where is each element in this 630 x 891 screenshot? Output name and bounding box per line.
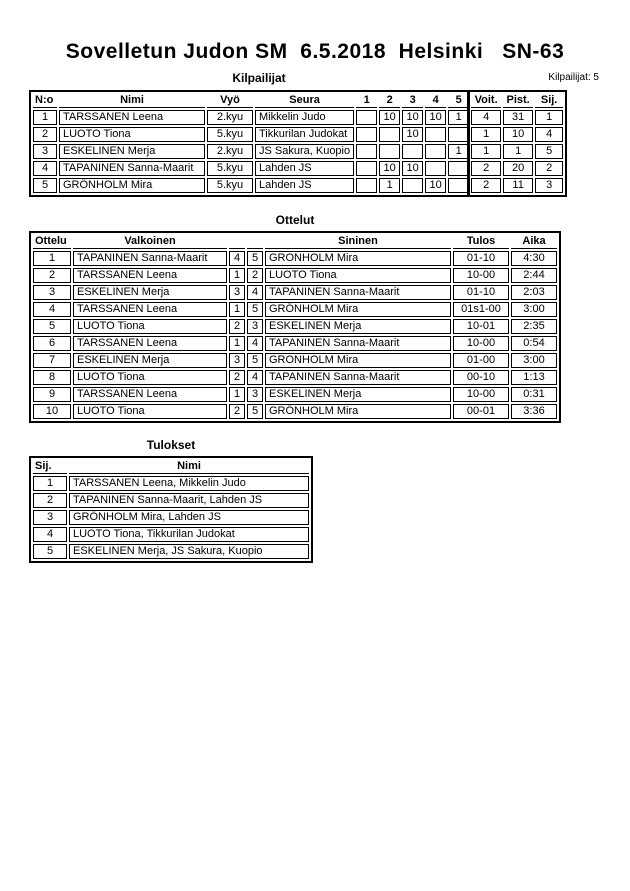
competitor-match5-cell [448,127,469,142]
totals-group-separator-line [467,92,470,195]
competitor-row [33,161,563,176]
header-match-number: Ottelu [33,235,71,249]
result-name-cell: TAPANINEN Sanna-Maarit, Lahden JS [69,493,309,508]
result-place-cell: 1 [33,476,67,491]
header-match-3: 3 [402,94,423,108]
competitor-match3-cell [402,144,423,159]
competitor-row [33,110,563,125]
match-row [33,319,557,334]
match-blue-name-cell: TAPANINEN Sanna-Maarit [265,370,451,385]
competitor-match3-cell [402,178,423,193]
competitor-points-cell: 20 [503,161,533,176]
competitor-match5-cell [448,161,469,176]
match-white-number-cell: 1 [229,387,245,402]
match-blue-name-cell: ESKELINEN Merja [265,319,451,334]
match-score-cell: 01s1-00 [453,302,509,317]
header-blue: Sininen [265,235,451,249]
competitor-name-cell: ESKELINEN Merja [59,144,205,159]
competitor-club-cell: Mikkelin Judo [255,110,354,125]
result-place-cell: 5 [33,544,67,559]
result-name-cell: GRÖNHOLM Mira, Lahden JS [69,510,309,525]
header-match-5: 5 [448,94,469,108]
header-white-number [229,235,245,249]
competitor-club-cell: Lahden JS [255,161,354,176]
match-white-number-cell: 1 [229,336,245,351]
match-number-cell: 5 [33,319,71,334]
competitor-belt-cell: 5.kyu [207,178,253,193]
match-white-name-cell: LUOTO Tiona [73,370,227,385]
competitor-match1-cell [356,178,377,193]
results-heading: Tulokset [146,438,196,452]
match-time-cell: 4:30 [511,251,557,266]
competitor-wins-cell: 2 [471,161,501,176]
competitors-table-wrap [29,90,567,197]
match-time-cell: 2:35 [511,319,557,334]
result-row [33,510,309,525]
page-content [29,71,599,563]
result-name-cell: LUOTO Tiona, Tikkurilan Judokat [69,527,309,542]
competitor-match4-cell: 10 [425,178,446,193]
result-place-cell: 4 [33,527,67,542]
match-score-cell: 00-10 [453,370,509,385]
competitor-club-cell: Tikkurilan Judokat [255,127,354,142]
results-header-row [33,460,309,474]
match-blue-name-cell: GRÖNHOLM Mira [265,404,451,419]
header-blue-number [247,235,263,249]
header-match-2: 2 [379,94,400,108]
match-row [33,353,557,368]
match-blue-name-cell: GRONHOLM Mira [265,353,451,368]
competitor-match2-cell [379,127,400,142]
header-no: N:o [33,94,57,108]
match-row [33,268,557,283]
match-row [33,387,557,402]
match-blue-name-cell: TAPANINEN Sanna-Maarit [265,285,451,300]
competitor-match5-cell: 1 [448,144,469,159]
match-white-number-cell: 2 [229,319,245,334]
competitor-match4-cell: 10 [425,110,446,125]
match-blue-number-cell: 4 [247,370,263,385]
competitor-match5-cell: 1 [448,110,469,125]
match-white-number-cell: 1 [229,302,245,317]
matches-table-wrap [29,231,561,423]
match-time-cell: 0:54 [511,336,557,351]
match-white-number-cell: 3 [229,285,245,300]
matches-heading: Ottelut [275,213,315,227]
match-row [33,404,557,419]
competitors-table [29,90,567,197]
match-time-cell: 0:31 [511,387,557,402]
competitor-points-cell: 10 [503,127,533,142]
competitor-number-cell: 1 [33,110,57,125]
match-white-name-cell: LUOTO Tiona [73,404,227,419]
competitors-header-row [33,94,563,108]
match-number-cell: 8 [33,370,71,385]
competitor-match3-cell: 10 [402,127,423,142]
match-score-cell: 10-00 [453,336,509,351]
result-row [33,544,309,559]
header-match-1: 1 [356,94,377,108]
competitor-belt-cell: 5.kyu [207,161,253,176]
competitor-match2-cell [379,144,400,159]
matches-header-row [33,235,557,249]
match-row [33,285,557,300]
match-score-cell: 01-00 [453,353,509,368]
match-white-number-cell: 3 [229,353,245,368]
results-table-wrap [29,456,313,563]
competitor-name-cell: LUOTO Tiona [59,127,205,142]
match-score-cell: 01-10 [453,285,509,300]
header-wins: Voit. [471,94,501,108]
header-place: Sij. [535,94,563,108]
header-white: Valkoinen [73,235,227,249]
match-blue-name-cell: LUOTO Tiona [265,268,451,283]
match-blue-number-cell: 4 [247,336,263,351]
match-blue-name-cell: ESKELINEN Merja [265,387,451,402]
match-time-cell: 1:13 [511,370,557,385]
competitor-points-cell: 11 [503,178,533,193]
competitor-belt-cell: 2.kyu [207,144,253,159]
match-blue-number-cell: 5 [247,353,263,368]
competitor-number-cell: 4 [33,161,57,176]
competitor-points-cell: 1 [503,144,533,159]
competitor-match1-cell [356,127,377,142]
match-white-number-cell: 4 [229,251,245,266]
header-club: Seura [255,94,354,108]
match-blue-number-cell: 5 [247,302,263,317]
match-number-cell: 3 [33,285,71,300]
competitor-match2-cell: 10 [379,110,400,125]
competitor-match1-cell [356,144,377,159]
competitor-place-cell: 1 [535,110,563,125]
competitor-club-cell: JS Sakura, Kuopio [255,144,354,159]
match-white-name-cell: ESKELINEN Merja [73,353,227,368]
competitor-name-cell: TAPANINEN Sanna-Maarit [59,161,205,176]
competitor-belt-cell: 2.kyu [207,110,253,125]
header-belt: Vyö [207,94,253,108]
match-white-name-cell: TARSSANEN Leena [73,387,227,402]
match-white-number-cell: 2 [229,370,245,385]
match-score-cell: 10-00 [453,387,509,402]
match-score-cell: 10-01 [453,319,509,334]
result-place-cell: 3 [33,510,67,525]
competitor-match2-cell: 10 [379,161,400,176]
header-time: Aika [511,235,557,249]
competitor-belt-cell: 5.kyu [207,127,253,142]
result-place-cell: 2 [33,493,67,508]
competitor-name-cell: TARSSANEN Leena [59,110,205,125]
match-row [33,336,557,351]
match-white-name-cell: TARSSANEN Leena [73,336,227,351]
competitor-wins-cell: 1 [471,144,501,159]
header-name: Nimi [59,94,205,108]
header-score: Tulos [453,235,509,249]
match-white-name-cell: ESKELINEN Merja [73,285,227,300]
match-row [33,302,557,317]
match-number-cell: 1 [33,251,71,266]
match-number-cell: 9 [33,387,71,402]
match-number-cell: 7 [33,353,71,368]
result-row [33,476,309,491]
match-blue-number-cell: 5 [247,251,263,266]
match-time-cell: 3:36 [511,404,557,419]
competitor-row [33,144,563,159]
match-blue-number-cell: 3 [247,319,263,334]
match-score-cell: 10-00 [453,268,509,283]
result-row [33,493,309,508]
competitor-wins-cell: 2 [471,178,501,193]
competitor-place-cell: 2 [535,161,563,176]
competitors-count-label: Kilpailijat: 5 [548,72,599,83]
competitor-match5-cell [448,178,469,193]
header-result-name: Nimi [69,460,309,474]
competitor-place-cell: 4 [535,127,563,142]
competitor-place-cell: 3 [535,178,563,193]
header-points: Pist. [503,94,533,108]
result-name-cell: ESKELINEN Merja, JS Sakura, Kuopio [69,544,309,559]
results-table [29,456,313,563]
match-white-name-cell: TARSSANEN Leena [73,302,227,317]
match-score-cell: 01-10 [453,251,509,266]
match-row [33,251,557,266]
competitors-section-header [29,71,599,86]
match-blue-name-cell: GRONHOLM Mira [265,251,451,266]
match-time-cell: 3:00 [511,353,557,368]
competitor-place-cell: 5 [535,144,563,159]
match-blue-number-cell: 4 [247,285,263,300]
competitor-match1-cell [356,110,377,125]
competitor-club-cell: Lahden JS [255,178,354,193]
competitor-match2-cell: 1 [379,178,400,193]
match-white-number-cell: 2 [229,404,245,419]
match-row [33,370,557,385]
result-name-cell: TARSSANEN Leena, Mikkelin Judo [69,476,309,491]
competitor-row [33,178,563,193]
page-title: Sovelletun Judon SM 6.5.2018 Helsinki SN-63 [65,40,565,63]
competitor-match4-cell [425,161,446,176]
competitor-wins-cell: 4 [471,110,501,125]
match-blue-number-cell: 5 [247,404,263,419]
match-blue-name-cell: GRÖNHOLM Mira [265,302,451,317]
competitor-row [33,127,563,142]
competitor-number-cell: 5 [33,178,57,193]
competitors-heading: Kilpailijat [232,71,286,85]
competitor-number-cell: 3 [33,144,57,159]
match-white-number-cell: 1 [229,268,245,283]
competitor-match1-cell [356,161,377,176]
competitor-match4-cell [425,127,446,142]
match-white-name-cell: LUOTO Tiona [73,319,227,334]
competitor-number-cell: 2 [33,127,57,142]
match-number-cell: 10 [33,404,71,419]
matches-table [29,231,561,423]
match-time-cell: 2:44 [511,268,557,283]
competitor-wins-cell: 1 [471,127,501,142]
competitor-name-cell: GRÖNHOLM Mira [59,178,205,193]
match-number-cell: 2 [33,268,71,283]
competitor-match3-cell: 10 [402,161,423,176]
competitor-match4-cell [425,144,446,159]
header-match-4: 4 [425,94,446,108]
header-result-place: Sij. [33,460,67,474]
match-time-cell: 2:03 [511,285,557,300]
match-number-cell: 4 [33,302,71,317]
match-number-cell: 6 [33,336,71,351]
match-score-cell: 00-01 [453,404,509,419]
match-time-cell: 3:00 [511,302,557,317]
competitor-points-cell: 31 [503,110,533,125]
competitor-match3-cell: 10 [402,110,423,125]
match-white-name-cell: TAPANINEN Sanna-Maarit [73,251,227,266]
match-blue-name-cell: TAPANINEN Sanna-Maarit [265,336,451,351]
match-blue-number-cell: 3 [247,387,263,402]
match-blue-number-cell: 2 [247,268,263,283]
result-row [33,527,309,542]
match-white-name-cell: TARSSANEN Leena [73,268,227,283]
